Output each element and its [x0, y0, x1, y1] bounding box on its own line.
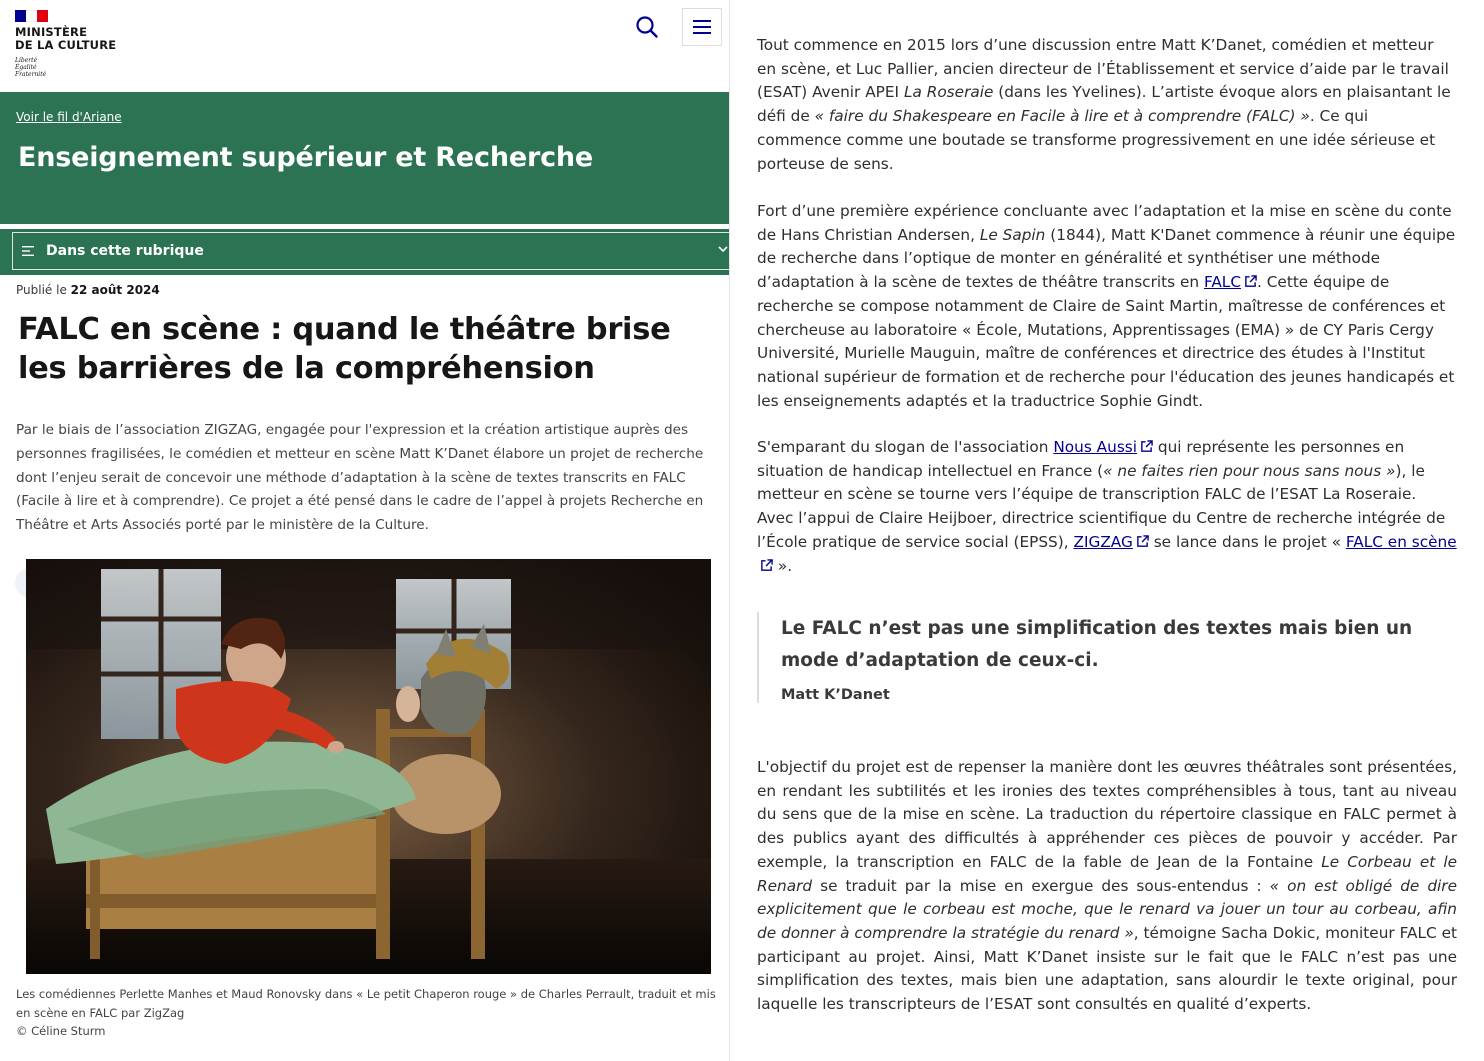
nous-aussi-link[interactable] — [1053, 438, 1153, 456]
quote-author: Matt K’Danet — [781, 687, 890, 703]
nous-aussi-link-label: Nous Aussi — [1053, 438, 1138, 456]
paragraph-3-text-e: ». — [773, 556, 793, 575]
paragraph-1-text-a: Tout commence en 2015 lors d’une discussion entre Matt K’Danet, comédien et metteur en scène, et Luc Pallier, ancien directeur de l’Établissement et service d’aide par le travail (ESAT) Avenir APEI — [757, 36, 1449, 102]
ministry-logo[interactable] — [15, 10, 125, 78]
section-title: Enseignement supérieur et Recherche — [18, 142, 594, 173]
publication-date — [16, 283, 160, 297]
breadcrumb-toggle[interactable]: Voir le fil d'Ariane — [16, 110, 122, 124]
rubrique-dropdown[interactable] — [12, 232, 730, 270]
paragraph-3-text-b: qui représente les personnes en situation de handicap intellectuel en France ( — [757, 438, 1405, 480]
article-lead: Par le biais de l’association ZIGZAG, engagée pour l'expression et la création artistique auprès des personnes fragilisées, le comédien et metteur en scène Matt K’Danet élabore un projet de recherche dont l’enjeu serait de concevoir une méthode d’adaptation à la scène de textes transcrits en FALC (Facile à lire et à comprendre). Ce projet a été pensé dans le cadre de l’appel à projets Recherche en Théâtre et Arts Associés porté par le ministère de la Culture. — [16, 422, 704, 534]
section-banner — [0, 92, 730, 224]
paragraph-3-text-c: ), le metteur en scène se tourne vers l’équipe de transcription FALC de l’ESAT La Roseraie. Avec l’appui de Claire Heijboer, directrice scientifique du Centre de recherche intégrée de l’École pratique de service social (EPSS), — [757, 461, 1446, 551]
paragraph-3-text-d: se lance dans le projet « — [1148, 532, 1346, 551]
zigzag-link-label: ZIGZAG — [1073, 532, 1133, 551]
falc-link[interactable] — [1204, 273, 1257, 291]
menu-button[interactable] — [682, 8, 722, 46]
external-link-icon — [1136, 535, 1149, 548]
paragraph-4-text-b: se traduit par la mise en exergue des sous-entendus : — [812, 876, 1270, 895]
paragraph-1-emphasis-2: « faire du Shakespeare en Facile à lire et à comprendre (FALC) » — [814, 107, 1310, 126]
pull-quote — [757, 612, 1457, 703]
article-title: FALC en scène : quand le théâtre brise les barrières de la compréhension — [18, 312, 671, 386]
quote-text: Le FALC n’est pas une simplification des textes mais bien un mode d’adaptation de ceux-ci. — [781, 618, 1413, 671]
rubrique-label: Dans cette rubrique — [46, 243, 204, 259]
search-button[interactable] — [632, 12, 662, 42]
rubrique-bar — [0, 229, 730, 275]
list-icon — [22, 245, 36, 257]
published-date: 22 août 2024 — [70, 283, 160, 297]
paragraph-2 — [757, 200, 1457, 413]
paragraph-4-emphasis-2: « on est obligé de dire explicitement que le corbeau est moche, que le renard va jouer un tour au corbeau, afin de donner à comprendre la stratégie du renard » — [757, 876, 1457, 942]
paragraph-4 — [757, 756, 1457, 1017]
paragraph-2-emphasis-1: Le Sapin — [979, 225, 1046, 244]
figure-caption: Les comédiennes Perlette Manhes et Maud Ronovsky dans « Le petit Chaperon rouge » de Charles Perrault, traduit et mis en scène en FALC par ZigZag — [16, 987, 716, 1020]
chevron-down-icon — [717, 243, 729, 255]
search-icon — [635, 15, 659, 39]
paragraph-4-text-a: L'objectif du projet est de repenser la manière dont les œuvres théâtrales sont présentées, en rendant les subtilités et les ironies des textes compréhensibles à tous, tant au niveau du sens que de la mise en scène. La traduction du répertoire classique en FALC permet à des publics ayant des difficultés à appréhender ces pièces de pouvoir y accéder. Par exemple, la transcription en FALC de la fable de Jean de la Fontaine — [757, 758, 1457, 871]
right-pane — [730, 0, 1484, 1061]
paragraph-1-text-c: . Ce qui commence comme une boutade se transforme progressivement en une idée sérieuse et porteuse de sens. — [757, 107, 1436, 173]
paragraph-1-emphasis-1: La Roseraie — [903, 83, 994, 102]
paragraph-3-emphasis-1: « ne faites rien pour nous sans nous » — [1103, 461, 1396, 480]
zigzag-link[interactable] — [1073, 533, 1148, 551]
paragraph-4-text-c: , témoigne Sacha Dokic, moniteur FALC et participant au projet. Ainsi, Matt K’Danet insiste sur le fait que le FALC n’est pas une simplification des textes, mais bien une adaptation, sans alourdir le texte original, pour laquelle les transcripteurs de l’ESAT sont consultés en qualité d’experts. — [757, 923, 1457, 1014]
paragraph-2-text-b: (1844), Matt K'Danet commence à réunir une équipe de recherche dans l’optique de monter en généralité et synthétiser une méthode d’adaptation à la scène de textes de théâtre transcrits en — [757, 225, 1456, 292]
paragraph-2-text-c: . Cette équipe de recherche se compose notamment de Claire de Saint Martin, maîtresse de conférences et chercheuse au laboratoire « École, Mutations, Apprentissages (EMA) » de CY Paris Cergy Université, Murielle Mauguin, maître de conférences et directrice des études à l'Institut national supérieur de formation et de recherche pour l'éducation des jeunes handicapés et les enseignements adaptés et la traductrice Sophie Gindt. — [757, 273, 1455, 410]
paragraph-4-emphasis-1: Le Corbeau et le Renard — [757, 852, 1457, 895]
paragraph-1-text-b: (dans les Yvelines). L’artiste évoque alors en plaisantant le défi de — [757, 83, 1451, 126]
paragraph-1 — [757, 34, 1457, 176]
article-photo — [26, 559, 711, 974]
paragraph-3-text-a: S'emparant du slogan de l'association — [757, 438, 1054, 456]
falc-link-label: FALC — [1203, 273, 1241, 292]
logo-motto: Liberté Égalité Fraternité — [15, 57, 47, 78]
site-header — [0, 0, 730, 92]
external-link-icon — [760, 559, 773, 572]
external-link-icon — [1244, 275, 1257, 288]
published-prefix: Publié le — [16, 283, 67, 297]
figure-credit: © Céline Sturm — [16, 1024, 106, 1038]
logo-name: MINISTÈRE DE LA CULTURE — [15, 25, 117, 52]
menu-icon — [692, 19, 712, 35]
paragraph-2-text-a: Fort d’une première expérience concluante avec l’adaptation et la mise en scène du conte de Hans Christian Andersen, — [757, 202, 1452, 244]
left-pane — [0, 0, 730, 1061]
paragraph-3 — [757, 436, 1457, 578]
external-link-icon — [1140, 440, 1153, 453]
marianne-flag-icon — [15, 10, 48, 22]
falc-en-scene-link-label: FALC en scène — [1345, 532, 1457, 551]
